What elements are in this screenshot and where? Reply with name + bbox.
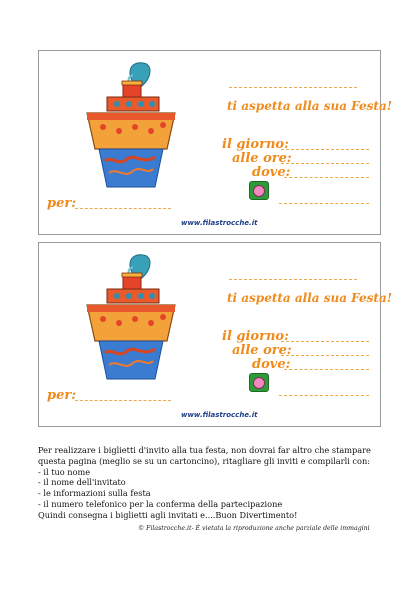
instruction-line: questa pagina (meglio se su un cartoncino), ritagliare gli inviti e compilarli con: <box>38 455 370 466</box>
day-dashed-line <box>281 341 369 342</box>
site-url: www.filastrocche.it <box>181 219 258 227</box>
instruction-line: - il nome dell'invitato <box>38 477 126 488</box>
invitation-headline: ti aspetta alla sua Festa! <box>227 99 392 113</box>
instruction-line: - il tuo nome <box>38 466 91 477</box>
phone-icon <box>249 181 269 200</box>
phone-dashed-line <box>279 395 369 396</box>
instructions-text <box>38 445 383 521</box>
where-dashed-line <box>284 177 369 178</box>
day-label: il giorno: <box>222 137 289 152</box>
where-dashed-line <box>284 369 369 370</box>
invitation-card-1 <box>38 50 392 235</box>
instruction-line: Per realizzare i biglietti d'invito alla tua festa, non dovrai far altro che stampare <box>38 445 371 455</box>
copyright-notice: © Filastrocche.it- È vietata la riproduzione anche parziale delle immagini <box>138 525 370 532</box>
instruction-line: Quindi consegna i biglietti agli invitati e....Buon Divertimento! <box>38 509 298 520</box>
where-label: dove: <box>252 357 291 372</box>
name-dashed-line <box>229 87 357 88</box>
steamboat-illustration <box>67 249 187 389</box>
instruction-line: - le informazioni sulla festa <box>38 488 151 499</box>
phone-icon <box>249 373 269 392</box>
name-dashed-line <box>229 279 357 280</box>
instruction-line: - il numero telefonico per la conferma della partecipazione <box>38 498 283 509</box>
invitation-card-2 <box>38 242 392 427</box>
invitation-headline: ti aspetta alla sua Festa! <box>227 291 392 305</box>
time-label: alle ore: <box>232 151 292 166</box>
time-dashed-line <box>281 163 369 164</box>
steamboat-illustration <box>67 57 187 197</box>
where-label: dove: <box>252 165 291 180</box>
for-dashed-line <box>75 400 171 401</box>
time-label: alle ore: <box>232 343 292 358</box>
for-label: per: <box>47 196 77 211</box>
site-url: www.filastrocche.it <box>181 411 258 419</box>
for-dashed-line <box>75 208 171 209</box>
time-dashed-line <box>281 355 369 356</box>
for-label: per: <box>47 388 77 403</box>
phone-dashed-line <box>279 203 369 204</box>
day-dashed-line <box>281 149 369 150</box>
day-label: il giorno: <box>222 329 289 344</box>
